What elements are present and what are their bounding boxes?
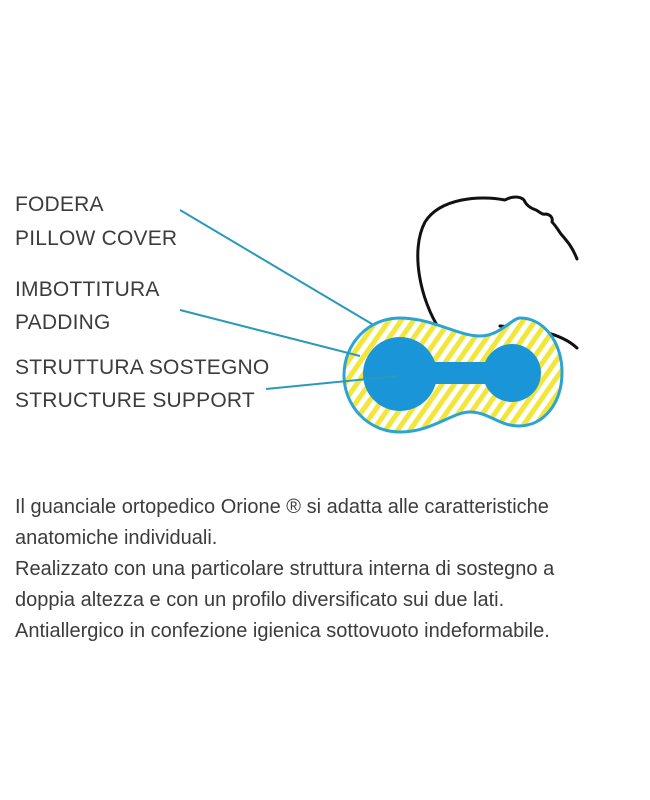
description-line: Antiallergico in confezione igienica sottovuoto indeformabile. [15, 620, 550, 642]
description-line: Realizzato con una particolare struttura interna di sostegno a [15, 558, 555, 580]
label-padding-italian: IMBOTTITURA [15, 278, 160, 301]
label-padding-english: PADDING [15, 311, 111, 334]
head-silhouette [418, 197, 577, 330]
label-structure-italian: STRUTTURA SOSTEGNO [15, 356, 270, 379]
description-line: anatomiche individuali. [15, 527, 218, 549]
structure-support-large-lobe [363, 337, 437, 411]
label-structure-english: STRUCTURE SUPPORT [15, 389, 255, 412]
label-cover-english: PILLOW COVER [15, 227, 178, 250]
product-description [15, 492, 640, 647]
leader-line-cover [180, 210, 372, 324]
description-line: doppia altezza e con un profilo diversificato sui due lati. [15, 589, 505, 611]
leader-line-padding [180, 310, 360, 356]
structure-support-small-lobe [483, 344, 541, 402]
label-cover-italian: FODERA [15, 193, 104, 216]
description-line: Il guanciale ortopedico Orione ® si adatta alle caratteristiche [15, 496, 549, 518]
